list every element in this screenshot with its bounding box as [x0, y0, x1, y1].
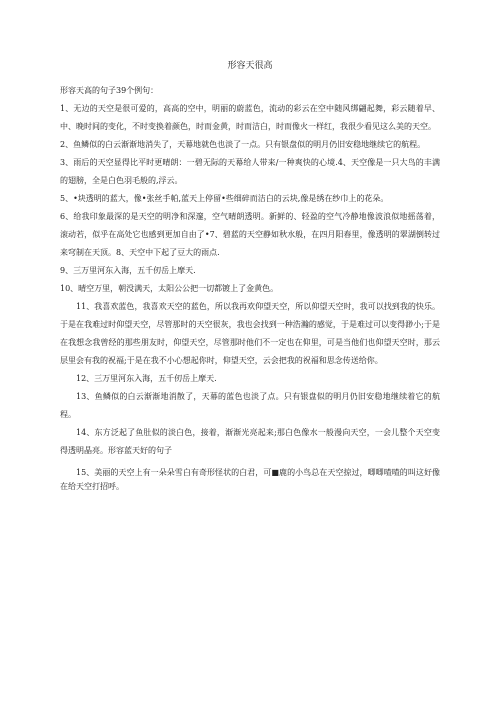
paragraph-11: 11、我喜欢蓝色，我喜欢天空的蓝色，所以我再欢仰望天空，所以仰望天空时，我可以找到我的快乐。于是在我难过时仰望天空，尽管那时的天空很灰，我也会找到一种浩瀚的感觉，于是难过可以变得渺小;于是在我想念我曾经的那些朋友时，仰望天空，尽管那时他们不一定也在仰里，可是当他们也仰望天空时，那云层里会有我的祝福;于是在我不小心想起你时，仰望天空，云会把我的祝福和思念传送给你。 [60, 302, 440, 365]
paragraph-15: 15、美丽的天空上有一朵朵雪白有奇形怪状的白君，可■鹿的小鸟总在天空掠过，唧唧喳喳的叫这好像在给天空打招呼。 [60, 468, 440, 491]
document-title: 形容天很高 [227, 61, 273, 71]
paragraph-14: 14、东方泛起了鱼肚似的淡白色，接着，渐渐光亮起来;那白色像水一般漫向天空，一会儿整个天空变得透明晶亮。形容蓝天好的句子 [60, 428, 440, 455]
paragraph-13: 13、鱼鳞似的白云渐渐地消散了，天幕的蓝色也淡了点。只有银盘似的明月仍旧安稳地继续着它的航程。 [60, 392, 440, 419]
paragraph-3: 3、雨后的天空显得比平时更晴朗：一碧无际的天幕给人带来/一种爽快的心境.4、天空像是一只大鸟的丰满的翅膀，全是白色羽毛般的,浮云。 [60, 158, 440, 185]
paragraph-6: 6、给我印象最深的是天空的明净和深邃，空气晴朗透明。新鲜的、轻盈的空气冷静地像波浪似地摇荡着，滚动若，似乎在高处它也感到更加自由了•7、碧蓝的天空静如秋水般，在四月阳春里，像透明的翠湖倒转过来穹制在天顶。8、天空中下起了豆大的雨点. [60, 212, 440, 257]
paragraph-1: 1、无边的天空是很可爱的，高高的空中，明丽的蔚蓝色，流动的彩云在空中随风绑翩起舞，彩云随着早、中、晚时间的变化，不时变换着颜色，时而金黄，时而洁白，时而像火一样红，我很少看见这么美的天空。 [60, 104, 440, 131]
paragraph-12: 12、三万里河东入海，五千仞岳上摩天. [76, 374, 217, 383]
paragraph-10: 10、晴空万里，朝没满天，太阳公公把一切都镀上了金黄色。 [60, 284, 279, 293]
paragraph-9: 9、三万里河东入海，五千仞岳上摩天. [60, 266, 196, 275]
paragraph-5: 5、•块透明的蓝大，像•张丝手帕,蓝天上停留•些细碎而洁白的云块,像是绣在纱巾上的花朵。 [60, 194, 389, 203]
paragraph-2: 2、鱼鳞似的白云渐渐地消失了，天幕地就色也淡了一点。只有银盘似的明月仍旧安稳地继续它的航程。 [60, 140, 426, 149]
document-intro: 形容天高的句子39个例句： [60, 86, 159, 95]
